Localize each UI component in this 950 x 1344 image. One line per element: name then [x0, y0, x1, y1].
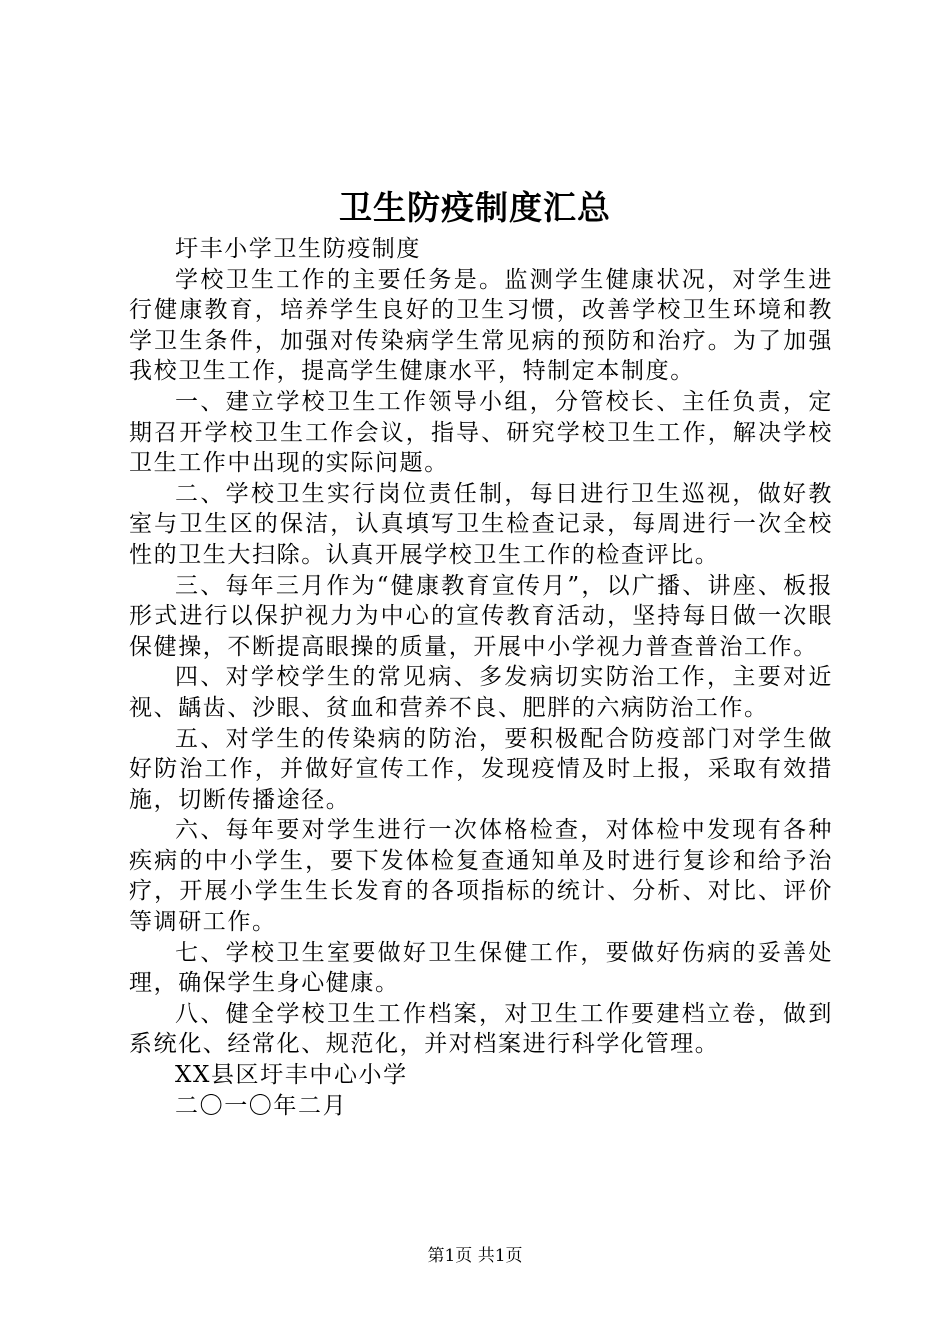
- rule-paragraph-1: 一、建立学校卫生工作领导小组，分管校长、主任负责，定期召开学校卫生工作会议，指导、研究学校卫生工作，解决学校卫生工作中出现的实际问题。: [129, 388, 833, 477]
- signature-organization: XX县区圩丰中心小学: [175, 1062, 408, 1089]
- intro-paragraph: 学校卫生工作的主要任务是。监测学生健康状况，对学生进行健康教育，培养学生良好的卫生习惯，改善学校卫生环境和教学卫生条件，加强对传染病学生常见病的预防和治疗。为了加强我校卫生工作，提高学生健康水平，特制定本制度。: [129, 266, 833, 385]
- rule-paragraph-8: 八、健全学校卫生工作档案，对卫生工作要建档立卷，做到系统化、经常化、规范化，并对档案进行科学化管理。: [129, 1000, 833, 1058]
- rule-paragraph-2: 二、学校卫生实行岗位责任制，每日进行卫生巡视，做好教室与卫生区的保洁，认真填写卫生检查记录，每周进行一次全校性的卫生大扫除。认真开展学校卫生工作的检查评比。: [129, 480, 833, 568]
- document-title: 卫生防疫制度汇总: [339, 188, 611, 227]
- rule-paragraph-5: 五、对学生的传染病的防治，要积极配合防疫部门对学生做好防治工作，并做好宣传工作，发现疫情及时上报，采取有效措施，切断传播途径。: [129, 725, 833, 813]
- rule-paragraph-3: 三、每年三月作为“健康教育宣传月”，以广播、讲座、板报形式进行以保护视力为中心的宣传教育活动，坚持每日做一次眼保健操，不断提高眼操的质量，开展中小学视力普查普治工作。: [129, 572, 833, 660]
- page-footer: 第1页 共1页: [427, 1246, 523, 1266]
- signature-date: 二〇一〇年二月: [175, 1092, 348, 1119]
- document-body: [129, 234, 833, 1121]
- rule-paragraph-4: 四、对学校学生的常见病、多发病切实防治工作，主要对近视、龋齿、沙眼、贫血和营养不良、肥胖的六病防治工作。: [129, 664, 833, 721]
- school-policy-heading: 圩丰小学卫生防疫制度: [175, 236, 421, 262]
- rule-paragraph-7: 七、学校卫生室要做好卫生保健工作，要做好伤病的妥善处理，确保学生身心健康。: [129, 939, 833, 997]
- rule-paragraph-6: 六、每年要对学生进行一次体格检查，对体检中发现有各种疾病的中小学生，要下发体检复查通知单及时进行复诊和给予治疗，开展小学生生长发育的各项指标的统计、分析、对比、评价等调研工作。: [129, 817, 833, 936]
